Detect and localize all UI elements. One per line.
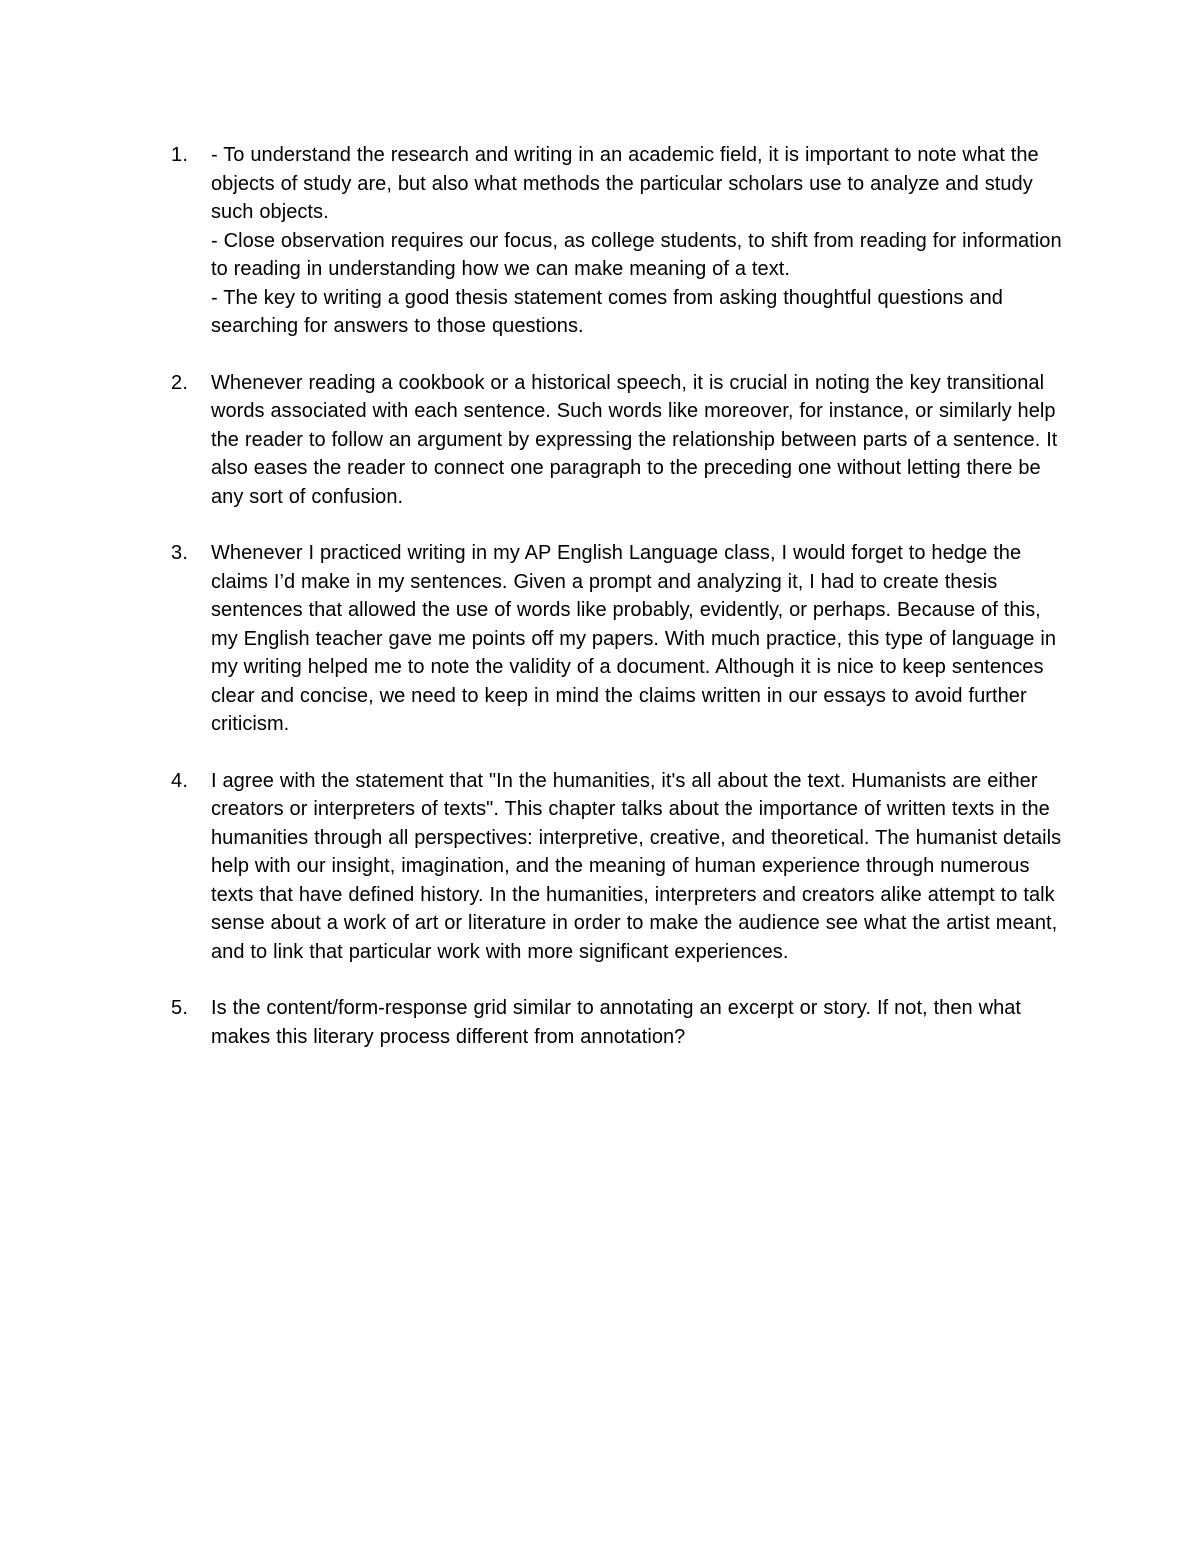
list-item (171, 539, 1071, 739)
list-item-body (211, 539, 1071, 739)
list-item (171, 767, 1071, 967)
list-item-paragraph: - Close observation requires our focus, as college students, to shift from reading for information to reading in understanding how we can make meaning of a text. (211, 229, 1062, 280)
list-item (171, 994, 1071, 1051)
numbered-list (171, 141, 1071, 1079)
list-item-paragraph: - The key to writing a good thesis statement comes from asking thoughtful questions and searching for answers to those questions. (211, 286, 1003, 337)
list-item-number: 3. (171, 542, 189, 564)
list-item (171, 141, 1071, 341)
list-item-paragraph: Is the content/form-response grid similar to annotating an excerpt or story. If not, then what makes this literary process different from annotation? (211, 997, 1022, 1048)
list-item-number: 5. (171, 997, 189, 1019)
list-item-body (211, 767, 1071, 967)
list-item-paragraph: - To understand the research and writing in an academic field, it is important to note what the objects of study are, but also what methods the particular scholars use to analyze and study such objects. (211, 144, 1039, 223)
list-item-body (211, 141, 1071, 341)
list-item-body (211, 994, 1071, 1051)
list-item-paragraph: Whenever I practiced writing in my AP English Language class, I would forget to hedge the claims I’d make in my sentences. Given a prompt and analyzing it, I had to create thesis sentences that allowed the use of words like probably, evidently, or perhaps. Because of this, my English teacher gave me points off my papers. With much practice, this type of language in my writing helped me to note the validity of a document. Although it is nice to keep sentences clear and concise, we need to keep in mind the claims written in our essays to avoid further criticism. (211, 542, 1057, 735)
list-item-paragraph: I agree with the statement that "In the humanities, it's all about the text. Humanists are either creators or interpreters of texts". This chapter talks about the importance of written texts in the humanities through all perspectives: interpretive, creative, and theoretical. The humanist details help with our insight, imagination, and the meaning of human experience through numerous texts that have defined history. In the humanities, interpreters and creators alike attempt to talk sense about a work of art or literature in order to make the audience see what the artist meant, and to link that particular work with more significant experiences. (211, 769, 1062, 963)
list-item-body (211, 369, 1071, 512)
list-item (171, 369, 1071, 512)
list-item-number: 4. (171, 769, 189, 792)
list-item-paragraph: Whenever reading a cookbook or a historical speech, it is crucial in noting the key transitional words associated with each sentence. Such words like moreover, for instance, or similarly help the reader to follow an argument by expressing the relationship between parts of a sentence. It also eases the reader to connect one paragraph to the preceding one without letting there be any sort of confusion. (211, 371, 1058, 508)
list-item-number: 2. (171, 371, 189, 394)
list-item-number: 1. (171, 144, 189, 166)
